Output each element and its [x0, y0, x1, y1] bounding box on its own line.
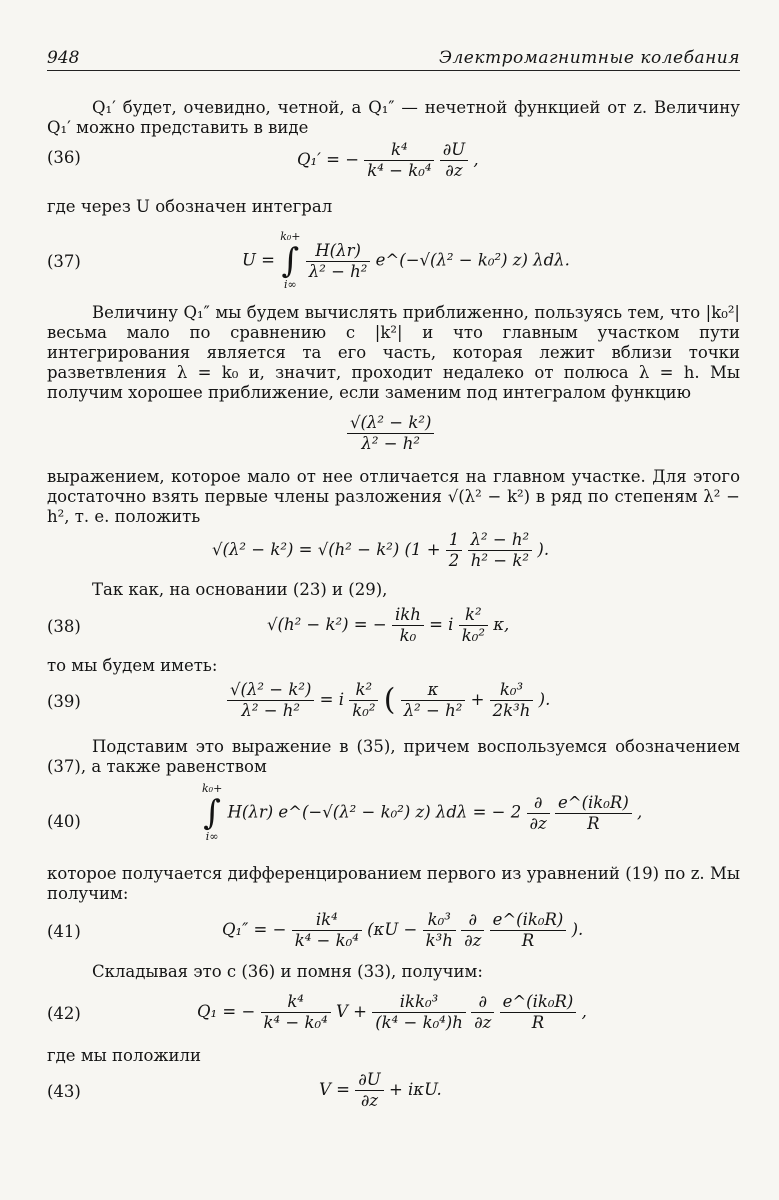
paragraph-1: Q₁′ будет, очевидно, четной, а Q₁″ — нечетной функцией от z. Величину Q₁′ можно представить в виде	[47, 98, 740, 137]
paragraph-7: Подставим это выражение в (35), причем воспользуемся обозначением (37), а также равенством	[47, 737, 740, 776]
eq-mid: = i	[429, 615, 454, 634]
eq-open: (κU −	[367, 920, 418, 939]
eq-close: ).	[571, 920, 584, 939]
paragraph-6: то мы будем иметь:	[47, 656, 218, 675]
eq-numerator: k₀³	[423, 910, 456, 931]
eq-numerator: e^(ik₀R)	[500, 992, 577, 1013]
eq-numerator: κ	[401, 680, 466, 701]
equation-41	[47, 910, 740, 956]
eq-denominator: λ² − h²	[241, 701, 301, 720]
eq-denominator: ∂z	[360, 1091, 379, 1110]
integral-sign: ∫	[281, 241, 300, 281]
eq-denominator: ∂z	[474, 1013, 492, 1032]
eq-denominator: ∂z	[529, 813, 547, 833]
eq-numerator: k⁴	[364, 140, 434, 161]
paragraph-8: которое получается дифференцированием первого из уравнений (19) по z. Мы получим:	[47, 864, 740, 903]
eq-numerator: ik⁴	[292, 910, 362, 931]
eq-numerator: k²	[459, 605, 488, 626]
eq-numerator: e^(ik₀R)	[555, 793, 632, 814]
eq-lhs: U =	[242, 250, 275, 270]
page-header	[47, 48, 740, 71]
running-title: Электромагнитные колебания	[438, 48, 740, 68]
eq-denominator: R	[521, 931, 535, 950]
eq-denominator: 2	[448, 551, 460, 570]
integral-sign: ∫	[203, 793, 221, 833]
equation-38	[47, 605, 740, 651]
eq-integrand: H(λr) e^(−√(λ² − k₀²) z) λdλ = − 2	[227, 802, 522, 822]
eq-denominator: λ² − h²	[403, 701, 463, 720]
eq-denominator: λ² − h²	[361, 434, 421, 453]
eq-numerator: ∂	[461, 910, 484, 931]
equation-number: (36)	[47, 148, 81, 167]
equation-number: (40)	[47, 812, 81, 831]
equation-number: (43)	[47, 1082, 81, 1101]
paragraph-9: Складывая это с (36) и помня (33), получим:	[92, 962, 483, 981]
equation-43	[47, 1070, 740, 1116]
eq-numerator: ∂	[471, 992, 494, 1013]
equation-number: (39)	[47, 692, 81, 711]
paragraph-5: Так как, на основании (23) и (29),	[92, 580, 388, 599]
eq-denominator: k₀	[399, 626, 417, 645]
eq-numerator: e^(ik₀R)	[490, 910, 567, 931]
eq-lhs: √(h² − k²) = −	[267, 615, 387, 634]
eq-lhs: Q₁ = −	[197, 1002, 256, 1021]
lower-limit: i∞	[205, 830, 219, 843]
equation-number: (41)	[47, 922, 81, 941]
eq-denominator: k₀²	[461, 626, 485, 645]
lower-limit: i∞	[284, 278, 297, 291]
eq-numerator: ∂U	[355, 1070, 383, 1091]
eq-open: (1 +	[404, 540, 441, 559]
equation-39	[47, 680, 740, 726]
eq-denominator: 2k³h	[492, 701, 531, 720]
eq-lhs: √(λ² − k²) = √(h² − k²)	[212, 540, 400, 559]
eq-lhs: Q₁″ = −	[222, 920, 287, 939]
eq-tail: e^(−√(λ² − k₀²) z) λdλ.	[375, 250, 570, 270]
eq-numerator: k₀³	[490, 680, 534, 701]
eq-denominator: R	[587, 813, 600, 833]
equation-40	[47, 782, 740, 854]
eq-denominator: h² − k²	[470, 551, 529, 570]
equation-36	[47, 140, 740, 180]
equation-number: (37)	[47, 252, 81, 271]
eq-tail: κ,	[493, 615, 510, 634]
eq-numerator: k²	[349, 680, 378, 701]
eq-numerator: k⁴	[261, 992, 331, 1013]
eq-numerator: λ² − h²	[468, 530, 533, 551]
eq-denominator: λ² − h²	[308, 261, 368, 281]
eq-mid: = i	[319, 690, 344, 709]
eq-denominator: R	[531, 1013, 545, 1032]
equation-37	[47, 230, 740, 290]
eq-numerator: ∂	[527, 793, 550, 814]
eq-tail: ,	[473, 150, 479, 169]
eq-denominator: (k⁴ − k₀⁴)h	[375, 1013, 463, 1032]
eq-denominator: ∂z	[445, 161, 463, 180]
eq-tail: + iκU.	[388, 1080, 442, 1099]
paragraph-2: где через U обозначен интеграл	[47, 197, 333, 216]
paragraph-3: Величину Q₁″ мы будем вычислять приближенно, пользуясь тем, что |k₀²| весьма мало по сравнению с |k²| и что главным участком пути интегрирования является та его часть, которая лежит вблизи точки разветвления λ = k₀ и, значит, проходит недалеко от полюса λ = h. Мы получим хорошее приближение, если заменим под интегралом функцию	[47, 303, 740, 402]
eq-close: ).	[537, 540, 550, 559]
eq-mid: V +	[335, 1002, 367, 1021]
eq-numerator: H(λr)	[306, 241, 371, 262]
eq-denominator: k⁴ − k₀⁴	[367, 161, 432, 180]
equation-number: (38)	[47, 617, 81, 636]
eq-numerator: √(λ² − k²)	[227, 680, 314, 701]
eq-numerator: ∂U	[440, 140, 468, 161]
eq-numerator: ikk₀³	[372, 992, 466, 1013]
eq-tail: ,	[581, 1002, 587, 1021]
eq-numerator: √(λ² − k²)	[347, 413, 434, 434]
fraction-display	[47, 413, 740, 459]
eq-lhs: V =	[319, 1080, 350, 1099]
equation-number: (42)	[47, 1004, 81, 1023]
eq-numerator: ikh	[392, 605, 424, 626]
eq-denominator: ∂z	[464, 931, 482, 950]
expansion-equation	[47, 530, 740, 576]
open-paren: (	[383, 682, 396, 718]
eq-plus: +	[470, 690, 485, 709]
eq-close: ).	[538, 690, 551, 709]
eq-denominator: k₀²	[352, 701, 376, 720]
eq-denominator: k⁴ − k₀⁴	[294, 931, 359, 950]
paragraph-4: выражением, которое мало от нее отличается на главном участке. Для этого достаточно взять первые члены разложения √(λ² − k²) в ряд по степеням λ² − h², т. е. положить	[47, 467, 740, 526]
eq-tail: ,	[637, 802, 643, 822]
equation-42	[47, 992, 740, 1038]
eq-numerator: 1	[446, 530, 463, 551]
eq-denominator: k⁴ − k₀⁴	[263, 1013, 328, 1032]
page-number: 948	[47, 48, 80, 68]
eq-lhs: Q₁′ = −	[297, 150, 360, 169]
upper-limit: k₀+	[280, 230, 301, 243]
paragraph-10: где мы положили	[47, 1046, 202, 1065]
upper-limit: k₀+	[202, 782, 223, 795]
eq-denominator: k³h	[425, 931, 453, 950]
